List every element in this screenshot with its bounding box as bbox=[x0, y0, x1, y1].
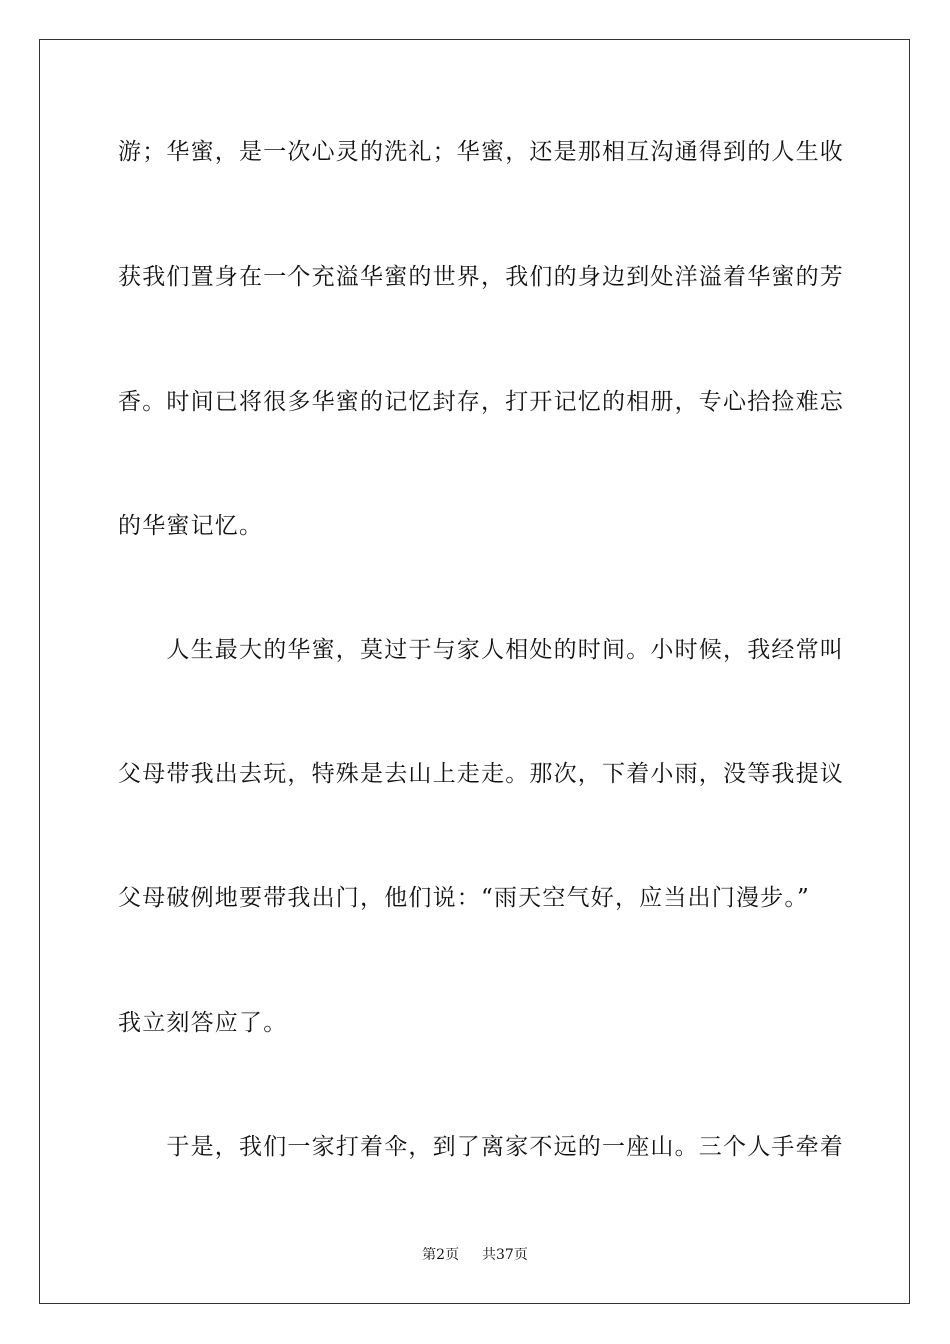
text-line: 获我们置身在一个充溢华蜜的世界，我们的身边到处洋溢着华蜜的芳 bbox=[118, 264, 844, 290]
text-line: 人生最大的华蜜，莫过于与家人相处的时间。小时候，我经常叫 bbox=[118, 637, 844, 663]
text-line: 父母破例地要带我出门，他们说：“雨天空气好，应当出门漫步。” bbox=[118, 885, 811, 911]
text-line: 的华蜜记忆。 bbox=[118, 513, 264, 539]
text-line: 我立刻答应了。 bbox=[118, 1010, 288, 1036]
text-line: 于是，我们一家打着伞，到了离家不远的一座山。三个人手牵着 bbox=[118, 1134, 844, 1160]
text-line: 父母带我出去玩，特殊是去山上走走。那次，下着小雨，没等我提议 bbox=[118, 761, 844, 787]
text-line: 香。时间已将很多华蜜的记忆封存，打开记忆的相册，专心拾捡难忘 bbox=[118, 389, 844, 415]
page-total: 共37页 bbox=[482, 1247, 528, 1263]
page-footer bbox=[0, 1246, 950, 1264]
page-border bbox=[39, 39, 910, 1304]
text-line: 游；华蜜，是一次心灵的洗礼；华蜜，还是那相互沟通得到的人生收 bbox=[118, 139, 844, 165]
page-number: 第2页 bbox=[422, 1247, 460, 1263]
